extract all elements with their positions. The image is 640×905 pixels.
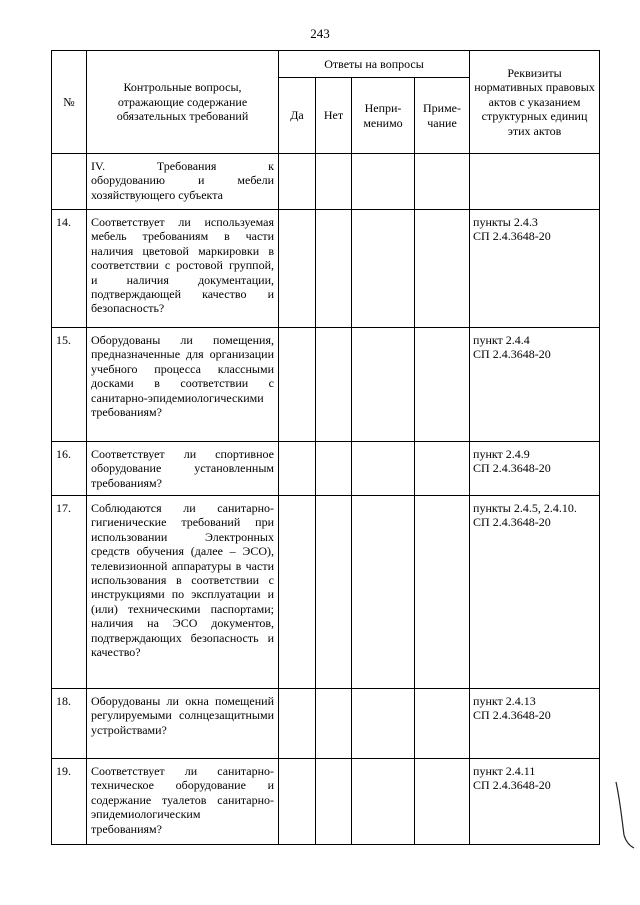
requisite-line: пункты 2.4.5, 2.4.10. [473, 501, 577, 515]
row-number: 15. [52, 328, 87, 442]
requisite-line: СП 2.4.3648-20 [473, 347, 551, 362]
answer-cell [279, 328, 316, 442]
section-num-cell [52, 154, 87, 210]
requisite-line: СП 2.4.3648-20 [473, 515, 551, 530]
header-questions: Контрольные вопросы, отражающие содержание обязательных требований [87, 51, 279, 154]
requisite-line: СП 2.4.3648-20 [473, 778, 551, 793]
answer-cell [415, 210, 470, 328]
header-requisites: Реквизиты нормативных правовых актов с указанием структурных единиц этих актов [470, 51, 600, 154]
answer-cell [415, 328, 470, 442]
row-question: Соблюдаются ли санитарно-гигиенические требований при использовании Электронных средств обучения (далее – ЭСО), телевизионной аппаратуры в части использования в соответствии с инструкциями по эксплуатации и (или) техническими паспортами; наличия на ЭСО документов, подтверждающих безопасность и качество? [87, 496, 279, 689]
answer-cell [415, 154, 470, 210]
answer-cell [415, 496, 470, 689]
answer-cell [415, 759, 470, 845]
table-row [52, 689, 600, 759]
answer-cell [352, 154, 415, 210]
section-row [52, 154, 600, 210]
checklist-table [51, 50, 600, 845]
row-requisite [470, 759, 600, 845]
margin-ink-mark [612, 780, 636, 850]
answer-cell [352, 689, 415, 759]
table-body [52, 154, 600, 845]
row-number: 18. [52, 689, 87, 759]
row-number: 17. [52, 496, 87, 689]
table-row [52, 496, 600, 689]
requisite-line: пункты 2.4.3 [473, 215, 538, 229]
requisite-line: пункт 2.4.9 [473, 447, 530, 461]
answer-cell [316, 328, 352, 442]
answer-cell [415, 442, 470, 496]
answer-cell [316, 154, 352, 210]
table-row [52, 759, 600, 845]
answer-cell [352, 328, 415, 442]
header-row-top [52, 51, 600, 78]
answer-cell [279, 689, 316, 759]
requisite-line: пункт 2.4.11 [473, 764, 536, 778]
answer-cell [415, 689, 470, 759]
answer-cell [316, 759, 352, 845]
header-answer-na: Непри- менимо [352, 78, 415, 154]
page-number: 243 [310, 26, 330, 41]
requisite-line: пункт 2.4.4 [473, 333, 530, 347]
header-answers-group: Ответы на вопросы [279, 51, 470, 78]
header-answer-yes: Да [279, 78, 316, 154]
answer-cell [279, 759, 316, 845]
requisite-line: СП 2.4.3648-20 [473, 708, 551, 723]
table-row [52, 328, 600, 442]
row-requisite [470, 210, 600, 328]
requisite-line: СП 2.4.3648-20 [473, 461, 551, 476]
row-number: 19. [52, 759, 87, 845]
answer-cell [352, 442, 415, 496]
table-row [52, 442, 600, 496]
answer-cell [352, 210, 415, 328]
row-question: Соответствует ли санитарно-техническое оборудование и содержание туалетов санитарно-эпидемиологическим требованиям? [87, 759, 279, 845]
answer-cell [279, 154, 316, 210]
row-requisite [470, 689, 600, 759]
header-answer-no: Нет [316, 78, 352, 154]
answer-cell [279, 496, 316, 689]
answer-cell [316, 442, 352, 496]
row-requisite [470, 328, 600, 442]
answer-cell [279, 210, 316, 328]
row-question: Оборудованы ли окна помещений регулируемыми солнцезащитными устройствами? [87, 689, 279, 759]
answer-cell [352, 759, 415, 845]
requisite-line: пункт 2.4.13 [473, 694, 536, 708]
row-question: Соответствует ли используемая мебель требованиям в части наличия цветовой маркировки в соответствии с ростовой группой, и наличия документации, подтверждающей качество и безопасность? [87, 210, 279, 328]
row-requisite [470, 442, 600, 496]
row-question: Оборудованы ли помещения, предназначенные для организации учебного процесса классными досками в соответствии с санитарно-эпидемиологическими требованиям? [87, 328, 279, 442]
answer-cell [316, 496, 352, 689]
answer-cell [316, 210, 352, 328]
row-number: 16. [52, 442, 87, 496]
header-answer-note: Приме- чание [415, 78, 470, 154]
answer-cell [352, 496, 415, 689]
answer-cell [316, 689, 352, 759]
row-question: Соответствует ли спортивное оборудование установленным требованиям? [87, 442, 279, 496]
requisite-cell [470, 154, 600, 210]
table-row [52, 210, 600, 328]
row-requisite [470, 496, 600, 689]
section-title: IV. Требования к оборудованию и мебели хозяйствующего субъекта [87, 154, 279, 210]
requisite-line: СП 2.4.3648-20 [473, 229, 551, 244]
header-num: № [52, 51, 87, 154]
answer-cell [279, 442, 316, 496]
row-number: 14. [52, 210, 87, 328]
